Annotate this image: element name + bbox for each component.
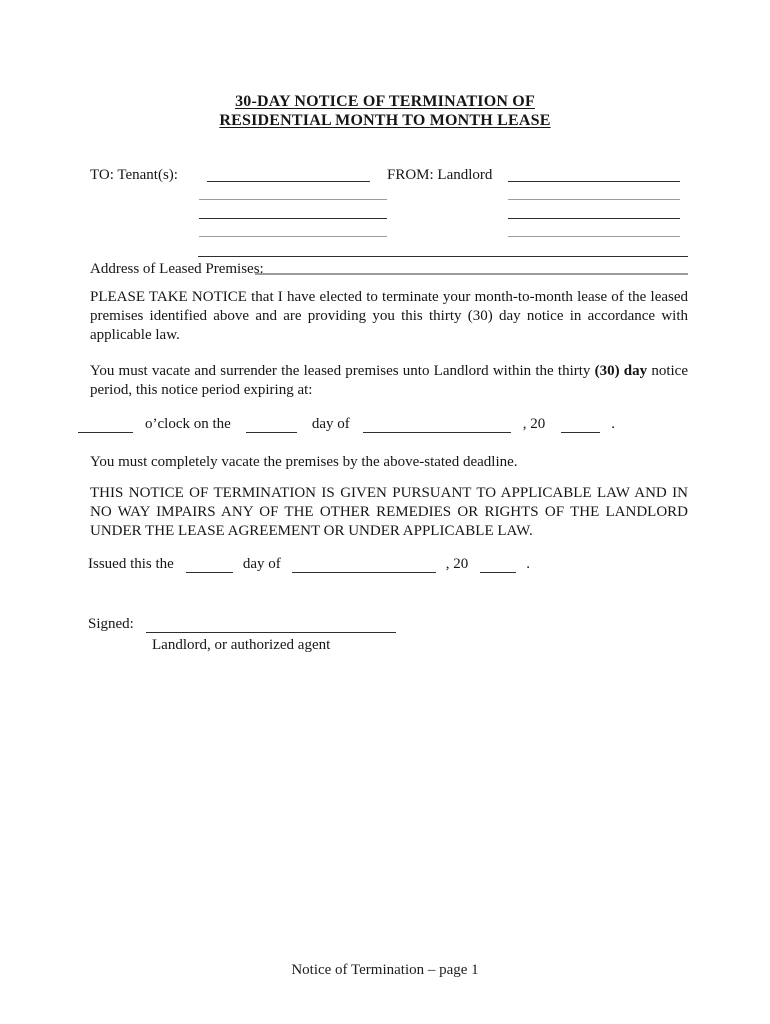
landlord-name-line-3[interactable] [508,218,680,219]
landlord-name-line-4[interactable] [508,236,680,237]
premises-line-top[interactable] [198,256,688,257]
address-label: Address of Leased Premises: [90,261,264,277]
expiry-year-blank[interactable] [561,417,600,433]
issued-month-blank[interactable] [292,557,436,573]
expiry-time-blank[interactable] [78,417,133,433]
tenant-name-line-4[interactable] [199,236,387,237]
take-notice-paragraph: PLEASE TAKE NOTICE that I have elected to terminate your month-to-month lease of the leased premises identified above and are providing you this thirty (30) day notice in accordance with applicable law. [90,289,688,344]
footer-page-label: Notice of Termination – page 1 [291,962,479,978]
vacate-text-after: notice period, this notice period expiring at: [90,363,688,399]
expiry-year-prefix: , 20 [522,416,546,432]
vacate-paragraph [90,362,688,400]
landlord-name-line-1[interactable] [508,181,680,182]
expiry-day-blank[interactable] [246,417,297,433]
legal-notice-paragraph: THIS NOTICE OF TERMINATION IS GIVEN PURSUANT TO APPLICABLE LAW AND IN NO WAY IMPAIRS ANY OF THE OTHER REMEDIES OR RIGHTS OF THE LANDLORD UNDER THE LEASE AGREEMENT OR UNDER APPLICABLE LAW. [90,485,688,540]
document-title [0,92,770,130]
tenant-name-line-1[interactable] [207,181,370,182]
issued-year-blank[interactable] [480,557,516,573]
oclock-label: o’clock on the [145,416,231,432]
issued-period: . [526,556,530,572]
signature-row [88,614,396,633]
tenant-name-line-2[interactable] [199,199,387,200]
expiry-month-blank[interactable] [363,417,511,433]
thirty-day-bold: (30) day [594,363,648,379]
issued-day-blank[interactable] [186,557,233,573]
title-line-1: 30-DAY NOTICE OF TERMINATION OF [235,93,535,110]
from-label: FROM: Landlord [387,167,493,183]
signed-label: Signed: [88,616,134,632]
issued-year-prefix: , 20 [445,556,469,572]
landlord-name-line-2[interactable] [508,199,680,200]
signature-line[interactable] [146,617,396,633]
signature-caption: Landlord, or authorized agent [152,637,331,653]
premises-address-line[interactable] [255,273,688,275]
title-line-2: RESIDENTIAL MONTH TO MONTH LEASE [219,112,551,129]
deadline-sentence: You must completely vacate the premises by the above-stated deadline. [90,454,518,470]
expiry-day-of-label: day of [311,416,350,432]
issued-day-of-label: day of [242,556,281,572]
issued-label: Issued this the [88,556,174,572]
expiry-fill-row [78,414,615,433]
issued-fill-row [88,554,530,573]
to-label: TO: Tenant(s): [90,167,178,183]
vacate-text-before: You must vacate and surrender the leased premises unto Landlord within the thirty [90,363,595,379]
tenant-name-line-3[interactable] [199,218,387,219]
expiry-period: . [611,416,615,432]
